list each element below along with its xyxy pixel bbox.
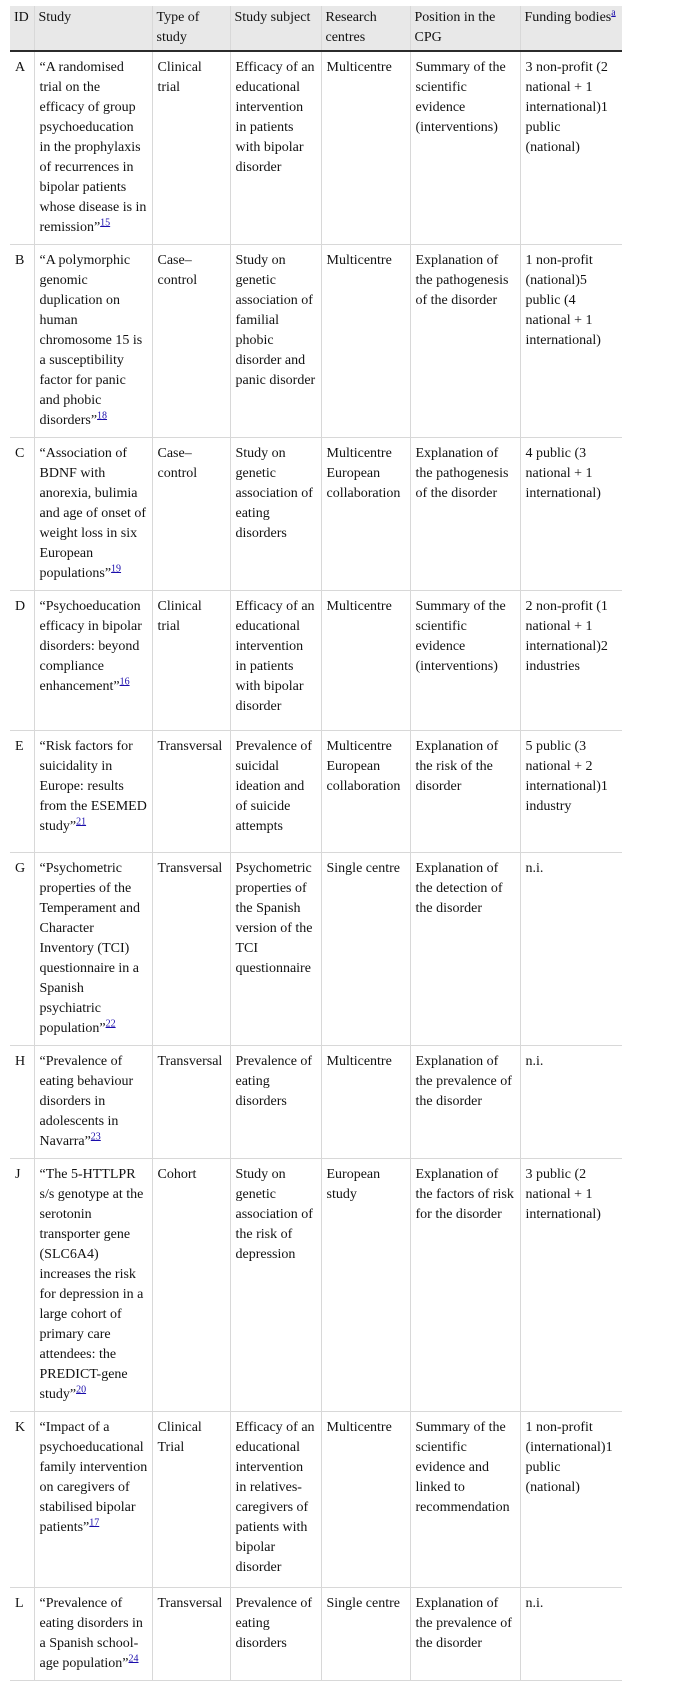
reference-link[interactable]: 21 (76, 816, 87, 828)
cell-type: Transversal (152, 853, 230, 1046)
cell-funding: n.i. (520, 1588, 622, 1681)
cell-study (34, 438, 152, 591)
cell-position: Explanation of the pathogenesis of the disorder (410, 438, 520, 591)
cell-study (34, 1412, 152, 1588)
study-title: “A randomised trial on the efficacy of group psychoeducation in the prophylaxis of recurrences in bipolar patients whose disease is in remission” (39, 60, 147, 235)
study-title: “Prevalence of eating behaviour disorders in adolescents in Navarra” (39, 1054, 134, 1149)
cell-centres: Multicentre European collaboration (321, 438, 410, 591)
table-row (10, 1412, 622, 1588)
table-row (10, 51, 622, 245)
table-row (10, 591, 622, 731)
cell-funding: 2 non-profit (1 national + 1 international)2 industries (520, 591, 622, 731)
cell-funding: 5 public (3 national + 2 international)1 industry (520, 731, 622, 853)
table-row (10, 1046, 622, 1159)
reference-link[interactable]: 17 (89, 1517, 100, 1529)
reference-link[interactable]: 16 (119, 676, 130, 688)
cell-position: Summary of the scientific evidence and linked to recommendation (410, 1412, 520, 1588)
cell-study (34, 591, 152, 731)
reference-link[interactable]: 20 (76, 1384, 87, 1396)
cell-id: C (10, 438, 34, 591)
reference-link[interactable]: 18 (97, 410, 108, 422)
header-type: Type of study (152, 6, 230, 51)
cell-type: Clinical Trial (152, 1412, 230, 1588)
cell-centres: Multicentre (321, 1412, 410, 1588)
study-title: “Psychoeducation efficacy in bipolar disorders: beyond compliance enhancement” (39, 599, 142, 694)
reference-link[interactable]: 24 (128, 1653, 139, 1665)
cell-centres: Multicentre (321, 51, 410, 245)
cell-id: B (10, 245, 34, 438)
cell-subject: Prevalence of eating disorders (230, 1588, 321, 1681)
study-title: “Impact of a psychoeducational family intervention on caregivers of stabilised bipolar patients” (39, 1420, 148, 1535)
cell-type: Transversal (152, 1588, 230, 1681)
cell-centres: Multicentre (321, 591, 410, 731)
cell-subject: Prevalence of eating disorders (230, 1046, 321, 1159)
cell-funding: 4 public (3 national + 1 international) (520, 438, 622, 591)
cell-study (34, 245, 152, 438)
cell-position: Summary of the scientific evidence (interventions) (410, 51, 520, 245)
cell-centres: Multicentre European collaboration (321, 731, 410, 853)
reference-link[interactable]: 22 (105, 1018, 116, 1030)
cell-position: Explanation of the detection of the disorder (410, 853, 520, 1046)
cell-subject: Prevalence of suicidal ideation and of suicide attempts (230, 731, 321, 853)
cell-centres: Multicentre (321, 1046, 410, 1159)
cell-funding: 3 non-profit (2 national + 1 international)1 public (national) (520, 51, 622, 245)
cell-subject: Study on genetic association of the risk of depression (230, 1159, 321, 1412)
cell-position: Summary of the scientific evidence (interventions) (410, 591, 520, 731)
reference-link[interactable]: 19 (111, 563, 122, 575)
cell-type: Case–control (152, 438, 230, 591)
study-title: “A polymorphic genomic duplication on human chromosome 15 is a susceptibility factor for panic and phobic disorders” (39, 253, 143, 428)
cell-subject: Study on genetic association of familial phobic disorder and panic disorder (230, 245, 321, 438)
cell-type: Transversal (152, 731, 230, 853)
study-title: “Risk factors for suicidality in Europe: results from the ESEMED study” (39, 739, 147, 834)
cell-subject: Efficacy of an educational intervention in relatives-caregivers of patients with bipolar disorder (230, 1412, 321, 1588)
cell-centres: Multicentre (321, 245, 410, 438)
table-body (10, 51, 622, 1681)
cell-subject: Efficacy of an educational intervention in patients with bipolar disorder (230, 591, 321, 731)
cell-funding: 1 non-profit (international)1 public (national) (520, 1412, 622, 1588)
cell-subject: Study on genetic association of eating disorders (230, 438, 321, 591)
cell-id: G (10, 853, 34, 1046)
cell-study (34, 731, 152, 853)
cell-funding: 1 non-profit (national)5 public (4 national + 1 international) (520, 245, 622, 438)
header-funding (520, 6, 622, 51)
table-row (10, 245, 622, 438)
cell-type: Clinical trial (152, 591, 230, 731)
header-study: Study (34, 6, 152, 51)
reference-link[interactable]: 23 (90, 1131, 101, 1143)
cell-study (34, 51, 152, 245)
cell-funding: 3 public (2 national + 1 international) (520, 1159, 622, 1412)
table-row (10, 853, 622, 1046)
header-subject: Study subject (230, 6, 321, 51)
cell-id: L (10, 1588, 34, 1681)
header-funding-label: Funding bodies (524, 10, 612, 25)
cell-centres: Single centre (321, 1588, 410, 1681)
footnote-link[interactable]: a (611, 7, 616, 19)
study-title: “Association of BDNF with anorexia, bulimia and age of onset of weight loss in six European populations” (39, 446, 147, 581)
cell-type: Cohort (152, 1159, 230, 1412)
cell-id: E (10, 731, 34, 853)
header-position: Position in the CPG (410, 6, 520, 51)
table-header (10, 6, 622, 51)
cell-id: K (10, 1412, 34, 1588)
table-row (10, 1159, 622, 1412)
cell-type: Case–control (152, 245, 230, 438)
cell-position: Explanation of the prevalence of the disorder (410, 1588, 520, 1681)
table-row (10, 1588, 622, 1681)
cell-study (34, 1159, 152, 1412)
cell-position: Explanation of the prevalence of the disorder (410, 1046, 520, 1159)
cell-id: J (10, 1159, 34, 1412)
cell-position: Explanation of the pathogenesis of the disorder (410, 245, 520, 438)
cell-id: A (10, 51, 34, 245)
cell-centres: Single centre (321, 853, 410, 1046)
reference-link[interactable]: 15 (100, 217, 111, 229)
cell-id: D (10, 591, 34, 731)
study-title: “Psychometric properties of the Temperament and Character Inventory (TCI) questionnaire in a Spanish psychiatric population” (39, 861, 140, 1036)
cell-subject: Psychometric properties of the Spanish version of the TCI questionnaire (230, 853, 321, 1046)
cell-type: Clinical trial (152, 51, 230, 245)
cell-position: Explanation of the risk of the disorder (410, 731, 520, 853)
studies-table (10, 6, 622, 1681)
study-title: “Prevalence of eating disorders in a Spanish school-age population” (39, 1596, 143, 1671)
header-id: ID (10, 6, 34, 51)
cell-subject: Efficacy of an educational intervention in patients with bipolar disorder (230, 51, 321, 245)
header-centres: Research centres (321, 6, 410, 51)
cell-funding: n.i. (520, 1046, 622, 1159)
study-title: “The 5-HTTLPR s/s genotype at the serotonin transporter gene (SLC6A4) increases the risk for depression in a large cohort of primary care attendees: the PREDICT-gene study” (39, 1167, 144, 1402)
cell-study (34, 853, 152, 1046)
cell-study (34, 1588, 152, 1681)
cell-study (34, 1046, 152, 1159)
header-row (10, 6, 622, 51)
table-row (10, 731, 622, 853)
cell-funding: n.i. (520, 853, 622, 1046)
cell-id: H (10, 1046, 34, 1159)
table-row (10, 438, 622, 591)
cell-position: Explanation of the factors of risk for the disorder (410, 1159, 520, 1412)
cell-type: Transversal (152, 1046, 230, 1159)
cell-centres: European study (321, 1159, 410, 1412)
